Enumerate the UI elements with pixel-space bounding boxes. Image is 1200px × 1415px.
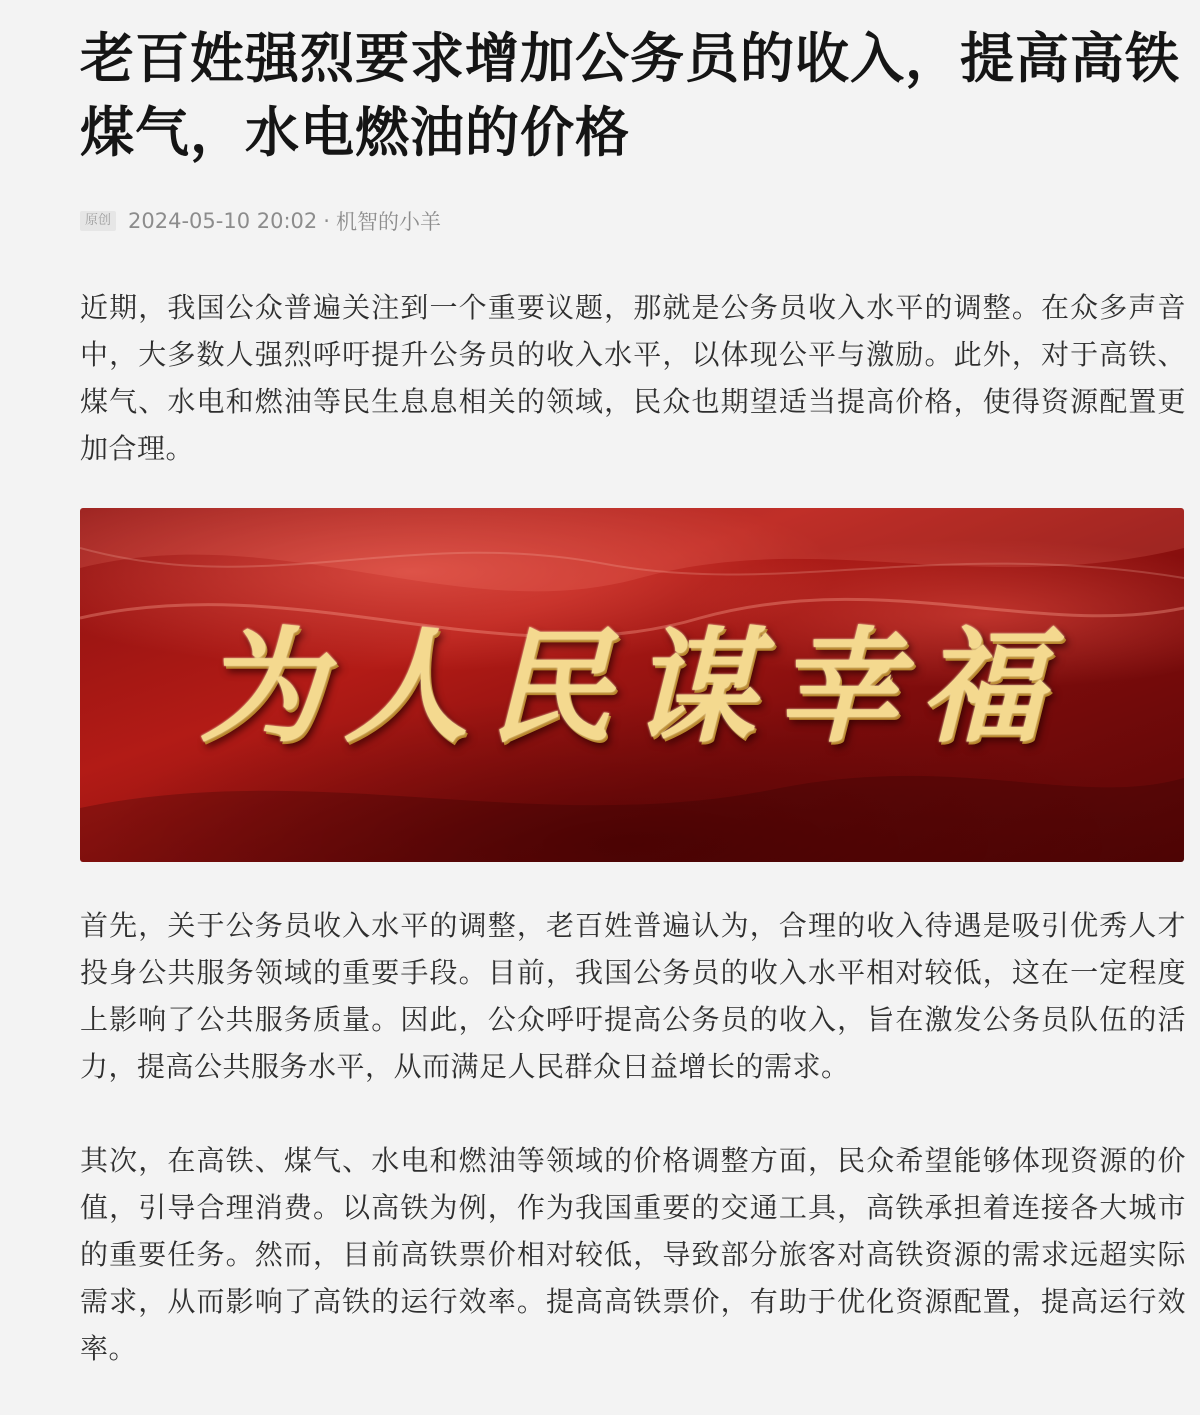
- meta-separator: ·: [323, 209, 330, 233]
- paragraph-first: 首先，关于公务员收入水平的调整，老百姓普遍认为，合理的收入待遇是吸引优秀人才投身公共服务领域的重要手段。目前，我国公务员的收入水平相对较低，这在一定程度上影响了公共服务质量。因此，公众呼吁提高公务员的收入，旨在激发公务员队伍的活力，提高公共服务水平，从而满足人民群众日益增长的需求。: [80, 909, 1186, 1083]
- article-title: 老百姓强烈要求增加公务员的收入，提高高铁煤气，水电燃油的价格: [80, 27, 1180, 164]
- original-badge: 原创: [80, 211, 116, 231]
- banner-image: [80, 508, 1184, 862]
- banner-calligraphy-text: 为人民谋幸福: [199, 615, 1064, 760]
- author-name[interactable]: 机智的小羊: [335, 210, 441, 234]
- article-meta: [80, 206, 1186, 236]
- article: [80, 0, 1186, 1372]
- paragraph-intro: 近期，我国公众普遍关注到一个重要议题，那就是公务员收入水平的调整。在众多声音中，大多数人强烈呼吁提升公务员的收入水平，以体现公平与激励。此外，对于高铁、煤气、水电和燃油等民生息息相关的领域，民众也期望适当提高价格，使得资源配置更加合理。: [80, 291, 1186, 465]
- publish-datetime: 2024-05-10 20:02: [128, 209, 318, 233]
- paragraph-second: 其次，在高铁、煤气、水电和燃油等领域的价格调整方面，民众希望能够体现资源的价值，引导合理消费。以高铁为例，作为我国重要的交通工具，高铁承担着连接各大城市的重要任务。然而，目前高铁票价相对较低，导致部分旅客对高铁资源的需求远超实际需求，从而影响了高铁的运行效率。提高高铁票价，有助于优化资源配置，提高运行效率。: [80, 1144, 1186, 1365]
